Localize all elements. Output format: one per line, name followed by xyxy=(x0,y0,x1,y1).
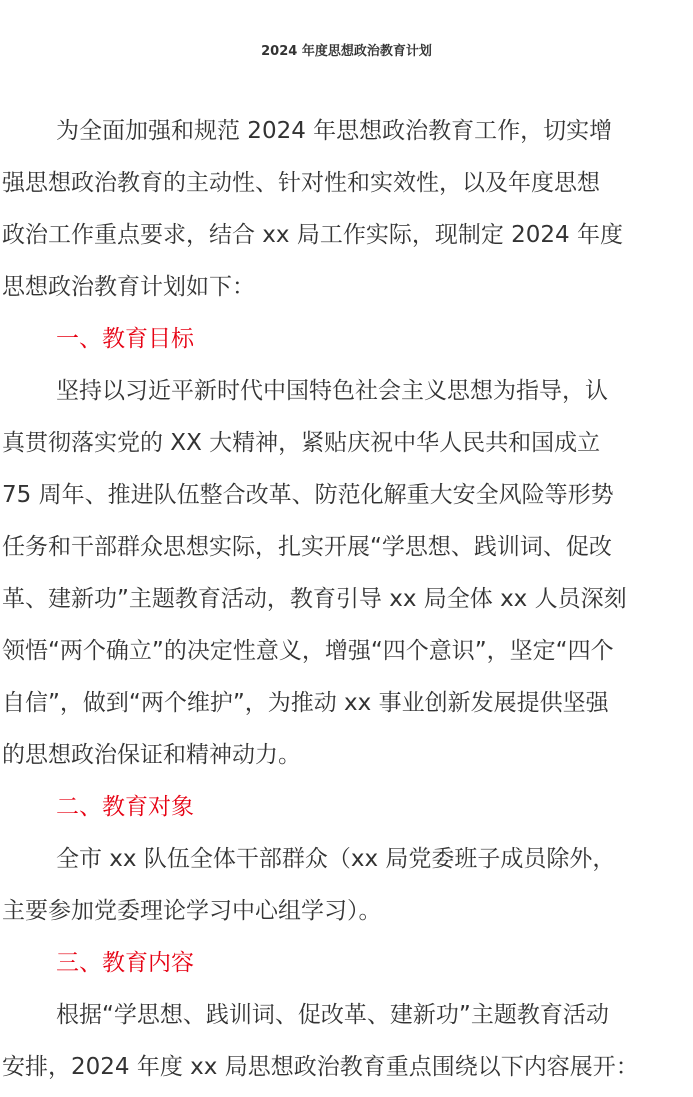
section-heading-audience: 二、教育对象 xyxy=(56,794,194,820)
goals-line: 真贯彻落实党的 XX 大精神，紧贴庆祝中华人民共和国成立 xyxy=(2,430,601,456)
goals-line: 任务和干部群众思想实际，扎实开展“学思想、践训词、促改 xyxy=(2,534,612,560)
audience-line: 主要参加党委理论学习中心组学习）。 xyxy=(2,898,382,924)
goals-line: 领悟“两个确立”的决定性意义，增强“四个意识”，坚定“四个 xyxy=(2,638,614,664)
section-heading-goals: 一、教育目标 xyxy=(56,326,194,352)
intro-line: 强思想政治教育的主动性、针对性和实效性，以及年度思想 xyxy=(2,170,600,196)
goals-line: 75 周年、推进队伍整合改革、防范化解重大安全风险等形势 xyxy=(2,482,614,508)
content-line: 安排，2024 年度 xx 局思想政治教育重点围绕以下内容展开： xyxy=(2,1054,639,1080)
goals-line: 坚持以习近平新时代中国特色社会主义思想为指导，认 xyxy=(56,378,608,404)
goals-line: 革、建新功”主题教育活动，教育引导 xx 局全体 xx 人员深刻 xyxy=(2,586,627,612)
goals-line: 自信”，做到“两个维护”，为推动 xx 事业创新发展提供坚强 xyxy=(2,690,609,716)
content-line: 根据“学思想、践训词、促改革、建新功”主题教育活动 xyxy=(56,1002,609,1028)
intro-line: 思想政治教育计划如下： xyxy=(2,274,255,300)
document-title: 2024 年度思想政治教育计划 xyxy=(261,44,432,59)
goals-line: 的思想政治保证和精神动力。 xyxy=(2,742,301,768)
section-heading-content: 三、教育内容 xyxy=(56,950,194,976)
audience-line: 全市 xx 队伍全体干部群众（xx 局党委班子成员除外， xyxy=(56,846,616,872)
intro-line: 政治工作重点要求，结合 xx 局工作实际，现制定 2024 年度 xyxy=(2,222,623,248)
intro-line: 为全面加强和规范 2024 年思想政治教育工作，切实增 xyxy=(56,118,613,144)
